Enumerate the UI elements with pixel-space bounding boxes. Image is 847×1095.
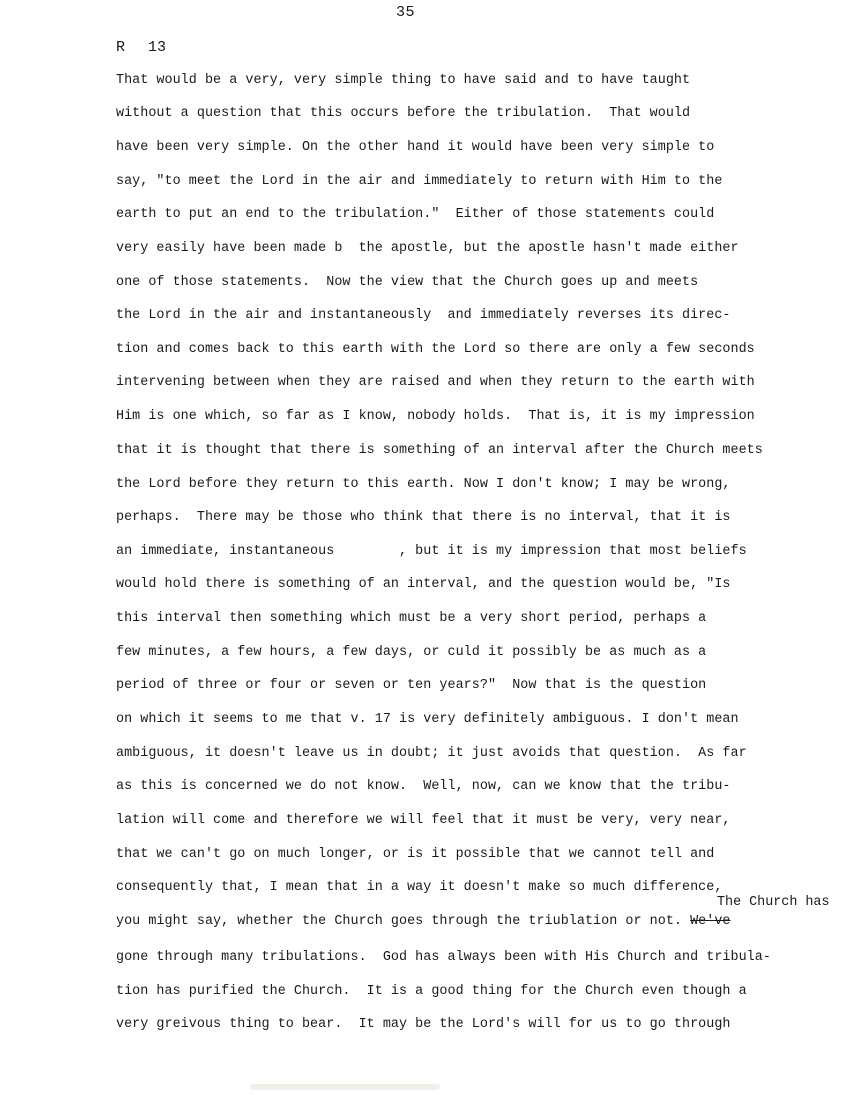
body-line: that we can't go on much longer, or is it possible that we cannot tell and [116, 847, 715, 862]
body-line: an immediate, instantaneous , but it is my impression that most beliefs [116, 544, 747, 559]
body-line: consequently that, I mean that in a way it doesn't make so much difference, [116, 880, 723, 895]
body-line: tion and comes back to this earth with the Lord so there are only a few seconds [116, 342, 755, 357]
handwritten-insertion: The Church has [717, 895, 830, 910]
body-line: would hold there is something of an interval, and the question would be, "Is [116, 577, 731, 592]
body-line: period of three or four or seven or ten years?" Now that is the question [116, 678, 707, 693]
struck-out-word: We've [690, 914, 731, 929]
body-line: earth to put an end to the tribulation." Either of those statements could [116, 207, 715, 222]
body-line: ambiguous, it doesn't leave us in doubt; it just avoids that question. As far [116, 746, 747, 761]
body-line: on which it seems to me that v. 17 is very definitely ambiguous. I don't mean [116, 712, 739, 727]
body-line: lation will come and therefore we will feel that it must be very, very near, [116, 813, 731, 828]
body-line-text: you might say, whether the Church goes through the triublation or not. [116, 914, 682, 929]
body-line: this interval then something which must be a very short period, perhaps a [116, 611, 707, 626]
body-line: tion has purified the Church. It is a good thing for the Church even though a [116, 984, 747, 999]
body-line: perhaps. There may be those who think that there is no interval, that it is [116, 510, 731, 525]
body-line: very greivous thing to bear. It may be the Lord's will for us to go through [116, 1017, 731, 1032]
body-line: Him is one which, so far as I know, nobody holds. That is, it is my impression [116, 409, 755, 424]
body-line: the Lord in the air and instantaneously and immediately reverses its direc- [116, 308, 731, 323]
body-line: have been very simple. On the other hand it would have been very simple to [116, 140, 715, 155]
body-line: say, "to meet the Lord in the air and immediately to return with Him to the [116, 174, 723, 189]
body-line: intervening between when they are raised and when they return to the earth with [116, 375, 755, 390]
body-line-with-strikeout [116, 914, 731, 929]
paper-smudge [250, 1084, 440, 1090]
body-line: very easily have been made b the apostle, but the apostle hasn't made either [116, 241, 739, 256]
body-line: that it is thought that there is something of an interval after the Church meets [116, 443, 763, 458]
body-line: one of those statements. Now the view that the Church goes up and meets [116, 275, 699, 290]
body-line: without a question that this occurs before the tribulation. That would [116, 106, 691, 121]
body-line: the Lord before they return to this earth. Now I don't know; I may be wrong, [116, 477, 731, 492]
body-line: as this is concerned we do not know. Well, now, can we know that the tribu- [116, 779, 731, 794]
reference-label: R 13 [116, 39, 167, 56]
body-line: That would be a very, very simple thing to have said and to have taught [116, 73, 691, 88]
body-line: gone through many tribulations. God has always been with His Church and tribula- [116, 950, 771, 965]
body-line: few minutes, a few hours, a few days, or culd it possibly be as much as a [116, 645, 707, 660]
page-number: 35 [396, 4, 416, 21]
